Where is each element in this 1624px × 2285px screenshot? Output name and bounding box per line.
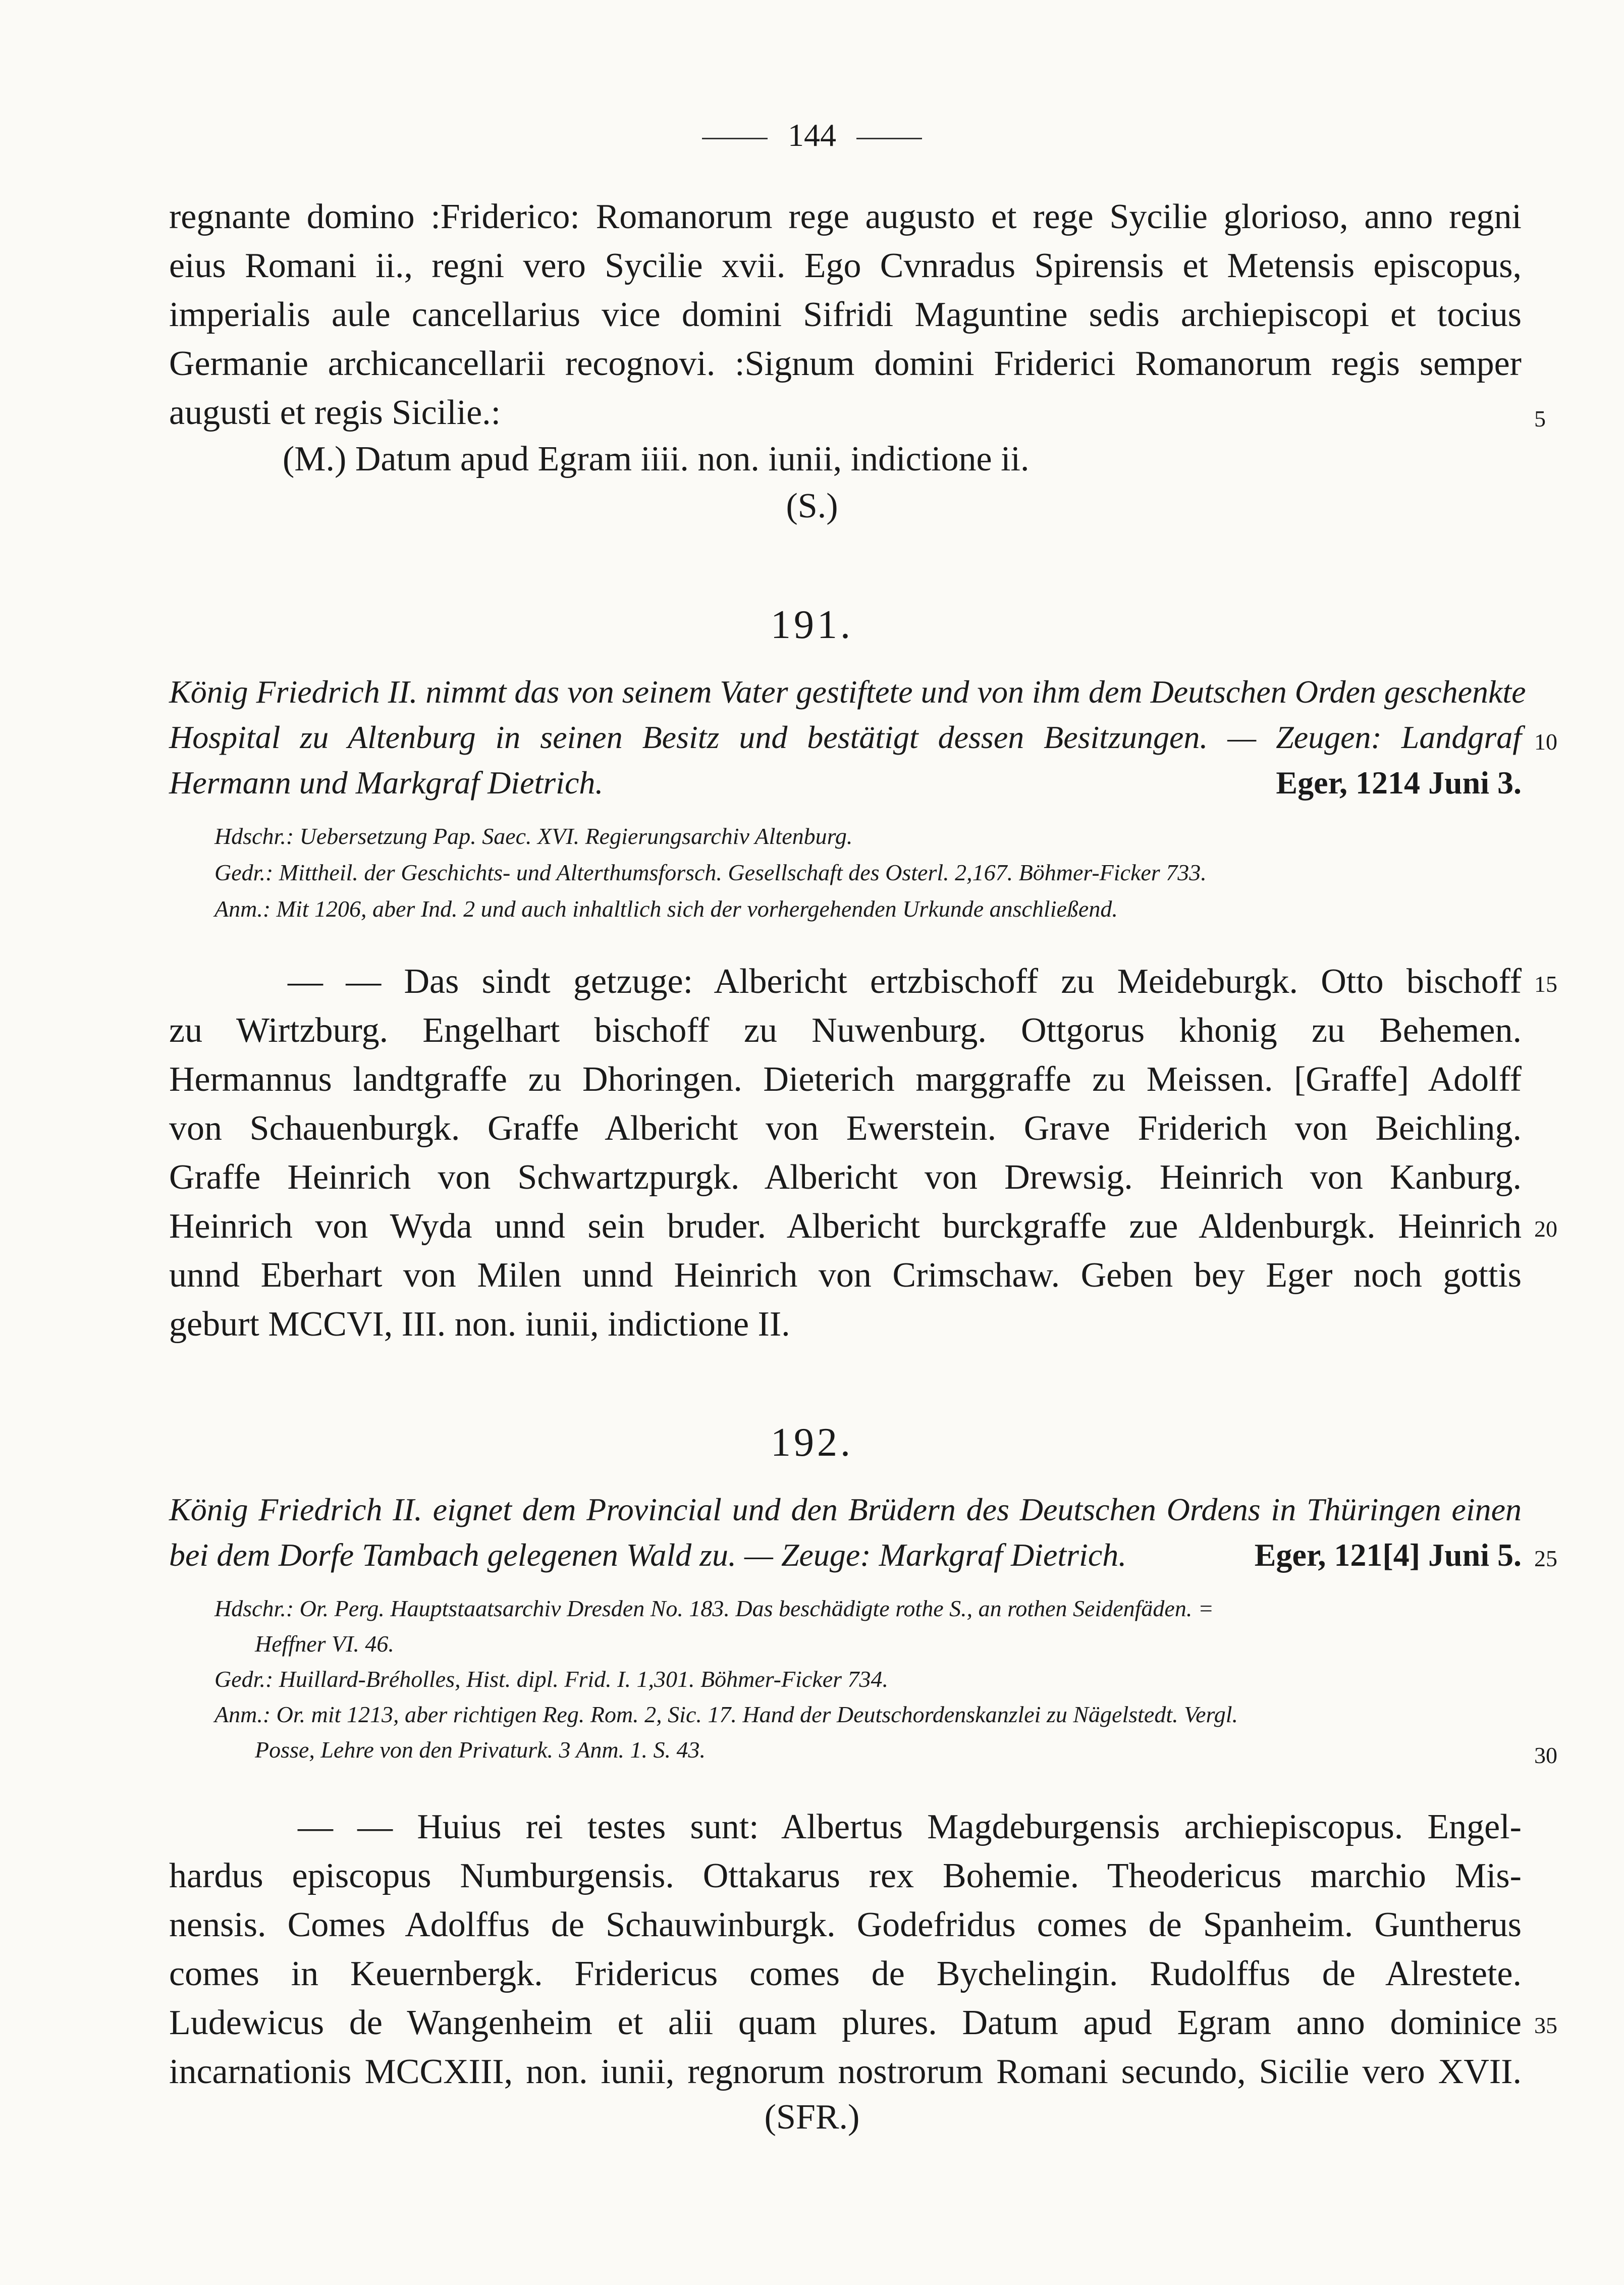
- margin-line-number: 10: [1534, 729, 1557, 755]
- text-line: unnd Eberhart von Milen unnd Heinrich von Crimschaw. Geben bey Eger noch gottis: [169, 1256, 1522, 1295]
- margin-line-number: 35: [1534, 2012, 1557, 2038]
- text-line: incarnationis MCCXIII, non. iunii, regnorum nostrorum Romani secundo, Sicilie vero XVII.: [169, 2052, 1522, 2091]
- note-line: Heffner VI. 46.: [255, 1631, 394, 1657]
- note-line: Anm.: Mit 1206, aber Ind. 2 und auch inhaltlich sich der vorhergehenden Urkunde anschließend.: [214, 896, 1118, 922]
- document-date: Eger, 121[4] Juni 5.: [1254, 1537, 1522, 1573]
- text-line: nensis. Comes Adolffus de Schauwinburgk. Godefridus comes de Spanheim. Guntherus: [169, 1905, 1522, 1944]
- text-line: — — Huius rei testes sunt: Albertus Magdeburgensis archiepiscopus. Engel-: [298, 1808, 1522, 1846]
- page-number: 144: [788, 117, 836, 153]
- text-line: von Schauenburgk. Graffe Albericht von Ewerstein. Grave Friderich von Beichling.: [169, 1109, 1522, 1148]
- header-dash-right: [856, 138, 922, 139]
- seal-mark: (S.): [786, 487, 838, 525]
- note-line: Gedr.: Mittheil. der Geschichts- und Alterthumsforsch. Gesellschaft des Osterl. 2,167. Böhmer-Ficker 733.: [214, 860, 1207, 885]
- text-line: hardus episcopus Numburgensis. Ottakarus rex Bohemie. Theodericus marchio Mis-: [169, 1856, 1522, 1895]
- regest-text: Hermann und Markgraf Dietrich.: [169, 765, 604, 801]
- note-line: Anm.: Or. mit 1213, aber richtigen Reg. Rom. 2, Sic. 17. Hand der Deutschordenskanzlei zu Nägelstedt. Vergl.: [214, 1702, 1238, 1727]
- document-number: 191.: [771, 603, 853, 647]
- regest-line-with-date: [169, 1534, 1522, 1576]
- datum-line: (M.) Datum apud Egram iiii. non. iunii, indictione ii.: [283, 440, 1030, 479]
- regest-line-with-date: [169, 762, 1522, 804]
- text-line: Heinrich von Wyda unnd sein bruder. Albericht burckgraffe zue Aldenburgk. Heinrich: [169, 1207, 1522, 1246]
- text-line: augusti et regis Sicilie.:: [169, 393, 501, 432]
- margin-line-number: 30: [1534, 1742, 1557, 1768]
- document-date: Eger, 1214 Juni 3.: [1276, 765, 1522, 801]
- margin-line-number: 5: [1534, 406, 1546, 432]
- note-line: Hdschr.: Uebersetzung Pap. Saec. XVI. Regierungsarchiv Altenburg.: [214, 823, 853, 849]
- text-line: Hermannus landtgraffe zu Dhoringen. Dieterich marggraffe zu Meissen. [Graffe] Adolff: [169, 1060, 1522, 1099]
- regest-line: König Friedrich II. eignet dem Provincial und den Brüdern des Deutschen Ordens in Thüringen einen: [169, 1492, 1522, 1527]
- text-line: Ludewicus de Wangenheim et alii quam plures. Datum apud Egram anno dominice: [169, 2003, 1522, 2042]
- seal-mark: (SFR.): [764, 2098, 860, 2137]
- regest-line: Hospital zu Altenburg in seinen Besitz und bestätigt dessen Besitzungen. — Zeugen: Landgraf: [169, 719, 1522, 755]
- margin-line-number: 20: [1534, 1216, 1557, 1242]
- regest-line: König Friedrich II. nimmt das von seinem Vater gestiftete und von ihm dem Deutschen Orden geschenkte: [169, 674, 1526, 710]
- margin-line-number: 15: [1534, 971, 1557, 997]
- margin-line-number: 25: [1534, 1546, 1557, 1571]
- text-line: geburt MCCVI, III. non. iunii, indictione II.: [169, 1305, 790, 1344]
- text-line: — — Das sindt getzuge: Albericht ertzbischoff zu Meideburgk. Otto bischoff: [288, 962, 1522, 1001]
- text-line: Germanie archicancellarii recognovi. :Signum domini Friderici Romanorum regis semper: [169, 344, 1522, 383]
- text-line: zu Wirtzburg. Engelhart bischoff zu Nuwenburg. Ottgorus khonig zu Behemen.: [169, 1011, 1522, 1050]
- regest-text: bei dem Dorfe Tambach gelegenen Wald zu. — Zeuge: Markgraf Dietrich.: [169, 1537, 1127, 1573]
- text-line: eius Romani ii., regni vero Sycilie xvii. Ego Cvnradus Spirensis et Metensis episcopus,: [169, 246, 1522, 285]
- note-line: Posse, Lehre von den Privaturk. 3 Anm. 1. S. 43.: [255, 1737, 706, 1763]
- text-line: regnante domino :Friderico: Romanorum rege augusto et rege Sycilie glorioso, anno regni: [169, 197, 1522, 236]
- text-line: comes in Keuernbergk. Fridericus comes de Bychelingin. Rudolffus de Alrestete.: [169, 1954, 1522, 1993]
- note-line: Gedr.: Huillard-Bréholles, Hist. dipl. Frid. I. 1,301. Böhmer-Ficker 734.: [214, 1666, 889, 1692]
- document-number: 192.: [771, 1420, 853, 1465]
- page-header: [0, 115, 1624, 155]
- header-dash-left: [702, 138, 768, 139]
- note-line: Hdschr.: Or. Perg. Hauptstaatsarchiv Dresden No. 183. Das beschädigte rothe S., an rothen Seidenfäden. =: [214, 1596, 1214, 1621]
- text-line: Graffe Heinrich von Schwartzpurgk. Albericht von Drewsig. Heinrich von Kanburg.: [169, 1158, 1522, 1197]
- text-line: imperialis aule cancellarius vice domini Sifridi Maguntine sedis archiepiscopi et tocius: [169, 295, 1522, 334]
